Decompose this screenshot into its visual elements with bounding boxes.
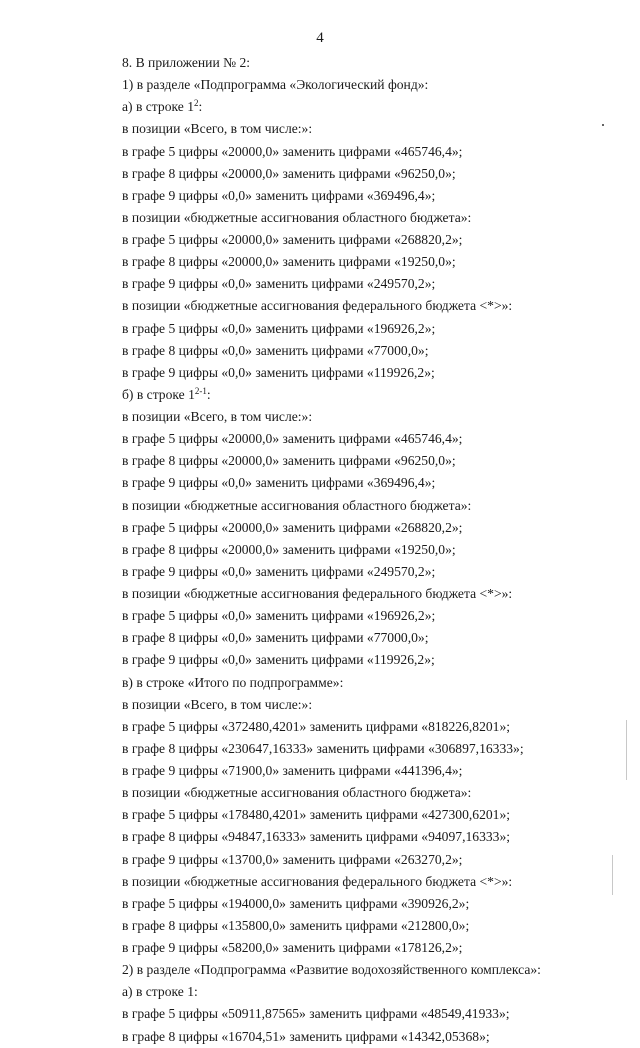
replacement-line: в графе 8 цифры «20000,0» заменить цифрами «96250,0»;	[122, 165, 456, 181]
replacement-line: в графе 8 цифры «0,0» заменить цифрами «77000,0»;	[122, 342, 429, 358]
position-line: в позиции «бюджетные ассигнования федерального бюджета <*>»:	[122, 586, 513, 601]
replacement-line: в графе 9 цифры «0,0» заменить цифрами «249570,2»;	[122, 563, 436, 579]
row-reference	[122, 384, 620, 406]
replacement-line: в графе 8 цифры «20000,0» заменить цифрами «96250,0»;	[122, 453, 456, 469]
replacement-line: в графе 8 цифры «16704,51» заменить цифрами «14342,05368»;	[122, 1028, 490, 1044]
replacement-line: в графе 8 цифры «94847,16333» заменить цифрами «94097,16333»;	[122, 829, 511, 845]
replacement-line: в графе 9 цифры «0,0» заменить цифрами «119926,2»;	[122, 364, 435, 380]
row-reference-suffix: :	[206, 386, 211, 402]
subsection-heading: 1) в разделе «Подпрограмма «Экологический фонд»:	[122, 77, 429, 93]
section-heading: 8. В приложении № 2:	[122, 55, 251, 70]
page-number: 4	[316, 30, 324, 46]
scan-edge-mark	[626, 720, 627, 780]
replacement-line: в графе 5 цифры «178480,4201» заменить цифрами «427300,6201»;	[122, 807, 511, 823]
position-line: в позиции «Всего, в том числе:»:	[122, 696, 313, 712]
replacement-line: в графе 5 цифры «0,0» заменить цифрами «196926,2»;	[122, 320, 436, 336]
replacement-line: в графе 5 цифры «20000,0» заменить цифрами «465746,4»;	[122, 143, 463, 159]
replacement-line: в графе 9 цифры «13700,0» заменить цифрами «263270,2»;	[122, 851, 463, 867]
replacement-line: в графе 5 цифры «0,0» заменить цифрами «196926,2»;	[122, 608, 436, 624]
position-line: в позиции «Всего, в том числе:»:	[122, 121, 313, 137]
replacement-line: в графе 5 цифры «20000,0» заменить цифрами «268820,2»;	[122, 519, 463, 535]
document-body	[122, 52, 620, 1048]
position-line: в позиции «бюджетные ассигнования федерального бюджета <*>»:	[122, 873, 513, 889]
replacement-line: в графе 5 цифры «194000,0» заменить цифрами «390926,2»;	[122, 895, 470, 911]
position-line: в позиции «бюджетные ассигнования областного бюджета»:	[122, 209, 472, 225]
scan-edge-mark	[612, 855, 613, 895]
position-line: в позиции «Всего, в том числе:»:	[122, 409, 313, 424]
row-superscript: 2-1	[194, 385, 207, 396]
subsection-heading: 2) в разделе «Подпрограмма «Развитие водохозяйственного комплекса»:	[122, 962, 541, 978]
row-reference: а) в строке 1:	[122, 984, 198, 1000]
row-reference-text: а) в строке 1	[122, 99, 195, 115]
replacement-line: в графе 8 цифры «20000,0» заменить цифрами «19250,0»;	[122, 254, 456, 270]
row-reference-suffix: :	[198, 99, 203, 115]
row-reference-text: б) в строке 1	[122, 386, 195, 402]
position-line: в позиции «бюджетные ассигнования областного бюджета»:	[122, 785, 472, 801]
row-reference	[122, 96, 620, 118]
replacement-line: в графе 9 цифры «0,0» заменить цифрами «119926,2»;	[122, 652, 435, 668]
replacement-line: в графе 9 цифры «0,0» заменить цифрами «369496,4»;	[122, 187, 436, 203]
replacement-line: в графе 5 цифры «20000,0» заменить цифрами «465746,4»;	[122, 431, 463, 447]
row-superscript: 2	[194, 98, 199, 109]
row-reference: в) в строке «Итого по подпрограмме»:	[122, 674, 344, 690]
replacement-line: в графе 5 цифры «50911,87565» заменить цифрами «48549,41933»;	[122, 1006, 510, 1022]
replacement-line: в графе 9 цифры «58200,0» заменить цифрами «178126,2»;	[122, 940, 463, 955]
position-line: в позиции «бюджетные ассигнования областного бюджета»:	[122, 497, 472, 513]
scan-speck	[602, 124, 604, 126]
replacement-line: в графе 9 цифры «0,0» заменить цифрами «249570,2»;	[122, 276, 436, 292]
replacement-line: в графе 8 цифры «230647,16333» заменить цифрами «306897,16333»;	[122, 740, 524, 756]
replacement-line: в графе 8 цифры «135800,0» заменить цифрами «212800,0»;	[122, 917, 470, 933]
replacement-line: в графе 5 цифры «372480,4201» заменить цифрами «818226,8201»;	[122, 718, 511, 734]
replacement-line: в графе 9 цифры «71900,0» заменить цифрами «441396,4»;	[122, 763, 463, 778]
replacement-line: в графе 8 цифры «0,0» заменить цифрами «77000,0»;	[122, 630, 429, 646]
replacement-line: в графе 5 цифры «20000,0» заменить цифрами «268820,2»;	[122, 232, 463, 247]
replacement-line: в графе 8 цифры «20000,0» заменить цифрами «19250,0»;	[122, 541, 456, 557]
position-line: в позиции «бюджетные ассигнования федерального бюджета <*>»:	[122, 298, 513, 314]
replacement-line: в графе 9 цифры «0,0» заменить цифрами «369496,4»;	[122, 475, 436, 491]
